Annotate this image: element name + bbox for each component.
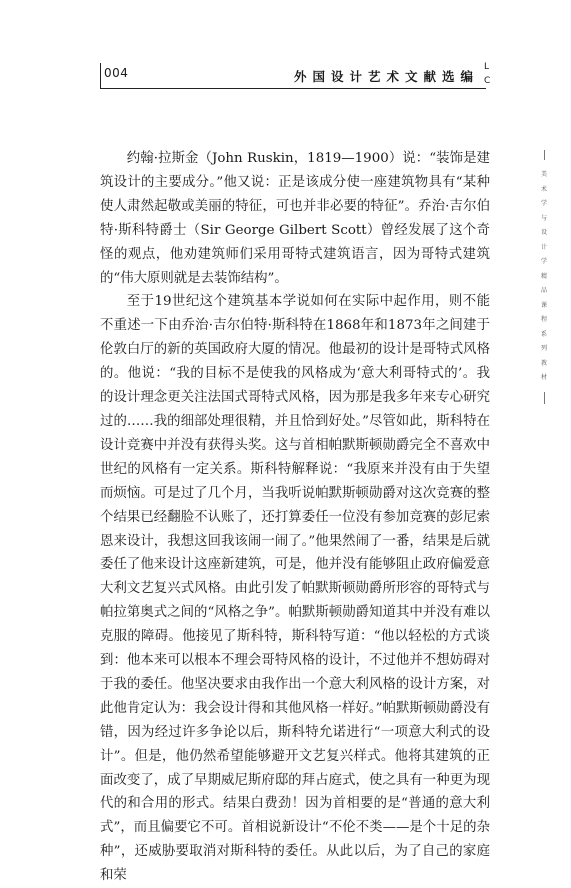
side-label-char: 计	[540, 243, 547, 251]
side-label-char: 术	[540, 185, 547, 193]
side-label-top-tick	[544, 150, 545, 160]
side-label-char: 学	[540, 200, 547, 207]
side-label-bottom-tick	[544, 392, 545, 404]
side-label-char: 精	[540, 272, 547, 280]
running-title: 外国设计艺术文献选编	[293, 69, 479, 84]
paragraph: 至于19世纪这个建筑基本学说如何在实际中起作用，则不能不重述一下由乔治·吉尔伯特·斯科特在1868年和1873年之间建于伦敦白厅的新的英国政府大厦的情况。他最初的设计是哥特式风格的。他说：“我的目标不是使我的风格成为‘意大利哥特式的’。我的设计理念更关注法国式哥特式风格，因为那是我多年来专心研究过的……我的细部处理很精，并且恰到好处。”尽管如此，斯科特在设计竞赛中并没有获得头奖。这与首相帕默斯顿勋爵完全不喜欢中世纪的风格有一定关系。斯科特解释说：“我原来并没有由于失望而烦恼。可是过了几个月，当我听说帕默斯顿勋爵对这次竞赛的整个结果已经翻脸不认账了，还打算委任一位没有参加竞赛的彭尼索恩来设计，我想这回我该闹一闹了。”他果然闹了一番，结果是后就委任了他来设计这座新建筑，可是，他并没有能够阻止政府偏爱意大利文艺复兴式风格。由此引发了帕默斯顿勋爵所形容的哥特式与帕拉第奥式之间的“风格之争”。帕默斯顿勋爵知道其中并没有难以克服的障碍。他接见了斯科特，斯科特写道：“他以轻松的方式谈到：他本来可以根本不理会哥特风格的设计，不过他并不想妨碍对于我的委任。他坚决要求由我作出一个意大利风格的设计方案，对此他肯定认为：我会设计得和其他风格一样好。”帕默斯顿勋爵没有错，因为经过许多争论以后，斯科特允诺进行“一项意大利式的设计”。但是，他仍然希望能够避开文艺复兴样式。他将其建筑的正面改变了，成了早期威尼斯府邸的拜占庭式，使之具有一种更为现代的和合用的形式。结果白费劲！因为首相要的是“普通的意大利式”，而且偏要它不可。首相说新设计“不伦不类——是个十足的杂种”，还威胁要取消对斯科特的委任。从此以后，为了自己的家庭和荣	[100, 294, 490, 884]
header-bottom-rule	[100, 88, 486, 89]
side-label-char: 课	[540, 301, 547, 309]
side-label-char: 材	[540, 374, 547, 381]
side-label-char: 设	[540, 229, 547, 236]
body-text	[100, 147, 490, 888]
page-number: 004	[104, 66, 129, 80]
side-label-char: 美	[540, 171, 547, 178]
side-label-char: 品	[540, 287, 547, 294]
series-side-label	[537, 148, 551, 404]
side-label-char: 列	[540, 345, 547, 352]
side-label-char: 教	[540, 359, 547, 367]
header-left-rule	[100, 63, 101, 89]
corner-mark-top: L	[484, 62, 490, 72]
side-label-char: 学	[540, 258, 547, 265]
corner-mark-bottom: C	[484, 76, 491, 86]
paragraph: 约翰·拉斯金（John Ruskin，1819—1900）说：“装饰是建筑设计的主要成分。”他又说：正是该成分使一座建筑物具有“某种使人肃然起敬或美丽的特征，可也并非必要的特征”。乔治·吉尔伯特·斯科特爵士（Sir George Gilbert Scott）曾经发展了这个奇怪的观点，他劝建筑师们采用哥特式建筑语言，因为哥特式建筑的“伟大原则就是去装饰结构”。	[100, 151, 490, 286]
corner-mark	[483, 61, 491, 89]
side-label-char: 与	[540, 214, 547, 222]
side-label-char: 系	[540, 330, 547, 338]
side-label-char: 程	[540, 316, 547, 323]
